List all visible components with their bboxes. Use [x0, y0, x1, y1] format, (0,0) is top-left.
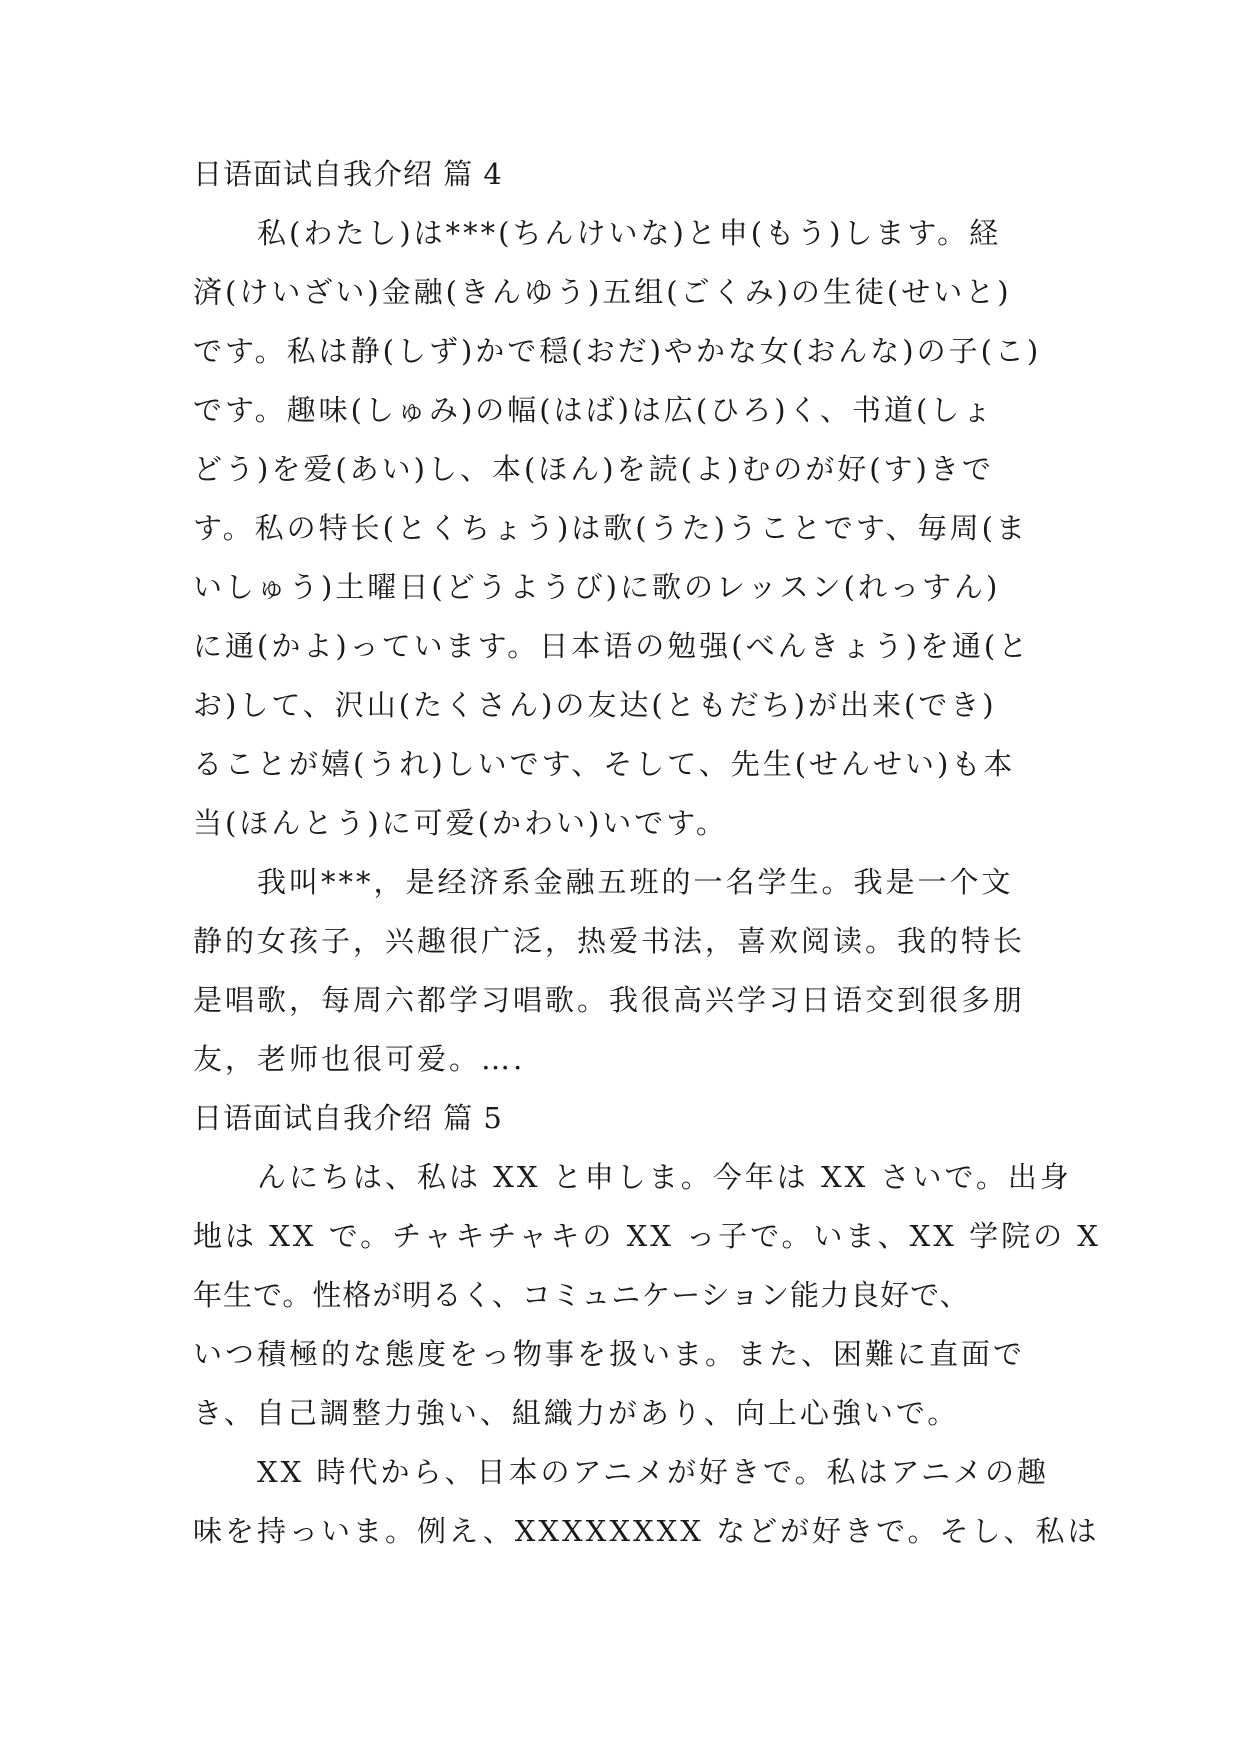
paragraph-line: 静的女孩子，兴趣很广泛，热爱书法，喜欢阅读。我的特长: [193, 924, 1026, 958]
paragraph-line: どう)を爱(あい)し、本(ほん)を読(よ)むのが好(す)きで: [193, 452, 994, 486]
paragraph-line: 我叫***，是经济系金融五班的一名学生。我是一个文: [257, 865, 1014, 899]
paragraph-line: 済(けいざい)金融(きんゆう)五组(ごくみ)の生徒(せいと): [193, 275, 1012, 309]
paragraph-line: いしゅう)土曜日(どうようび)に歌のレッスン(れっすん): [193, 570, 1001, 604]
document-body: [193, 156, 1101, 1572]
paragraph-line: 地は XX で。チャキチャキの XX っ子で。いま、XX 学院の X: [193, 1219, 1101, 1253]
paragraph-line: す。私の特长(とくちょう)は歌(うた)うことです、毎周(ま: [193, 511, 1028, 545]
paragraph-line: に通(かよ)っています。日本语の勉强(べんきょう)を通(と: [193, 629, 1031, 663]
paragraph-line: です。趣味(しゅみ)の幅(はば)は広(ひろ)く、书道(しょ: [193, 393, 995, 427]
paragraph-line: ることが嬉(うれ)しいです、そして、先生(せんせい)も本: [193, 747, 1016, 781]
section-heading-4: 日语面试自我介绍 篇 4: [193, 157, 503, 191]
paragraph-line: です。私は静(しず)かで穏(おだ)やかな女(おんな)の子(こ): [193, 334, 1042, 368]
paragraph-japanese-intro-5: [193, 1159, 1101, 1432]
paragraph-line: 味を持っいま。例え、XXXXXXXX などが好きで。そし、私は: [193, 1514, 1100, 1548]
paragraph-anime-hobby-5: [193, 1454, 1100, 1550]
paragraph-line: 私(わたし)は***(ちんけいな)と申(もう)します。経: [257, 216, 1002, 250]
paragraph-line: き、自己調整力強い、組織力があり、向上心強いで。: [193, 1396, 960, 1430]
paragraph-line: 年生で。性格が明るく、コミュニケーション能力良好で、: [193, 1278, 970, 1312]
paragraph-japanese-intro-4: [193, 215, 1073, 842]
paragraph-line: んにちは、私は XX と申しま。今年は XX さいで。出身: [257, 1160, 1072, 1194]
paragraph-line: 是唱歌，每周六都学习唱歌。我很高兴学习日语交到很多朋: [193, 983, 1026, 1017]
paragraph-line: お)して、沢山(たくさん)の友达(ともだち)が出来(でき): [193, 688, 997, 722]
section-heading-5: 日语面试自我介绍 篇 5: [193, 1101, 503, 1135]
paragraph-line: XX 時代から、日本のアニメが好きで。私はアニメの趣: [257, 1455, 1050, 1489]
paragraph-line: 友，老师也很可爱。….: [193, 1042, 526, 1076]
paragraph-chinese-translation-4: [193, 864, 1073, 1078]
paragraph-line: いつ積極的な態度をっ物事を扱いま。また、困難に直面で: [193, 1337, 1026, 1371]
paragraph-line: 当(ほんとう)に可爱(かわい)いです。: [193, 806, 728, 840]
